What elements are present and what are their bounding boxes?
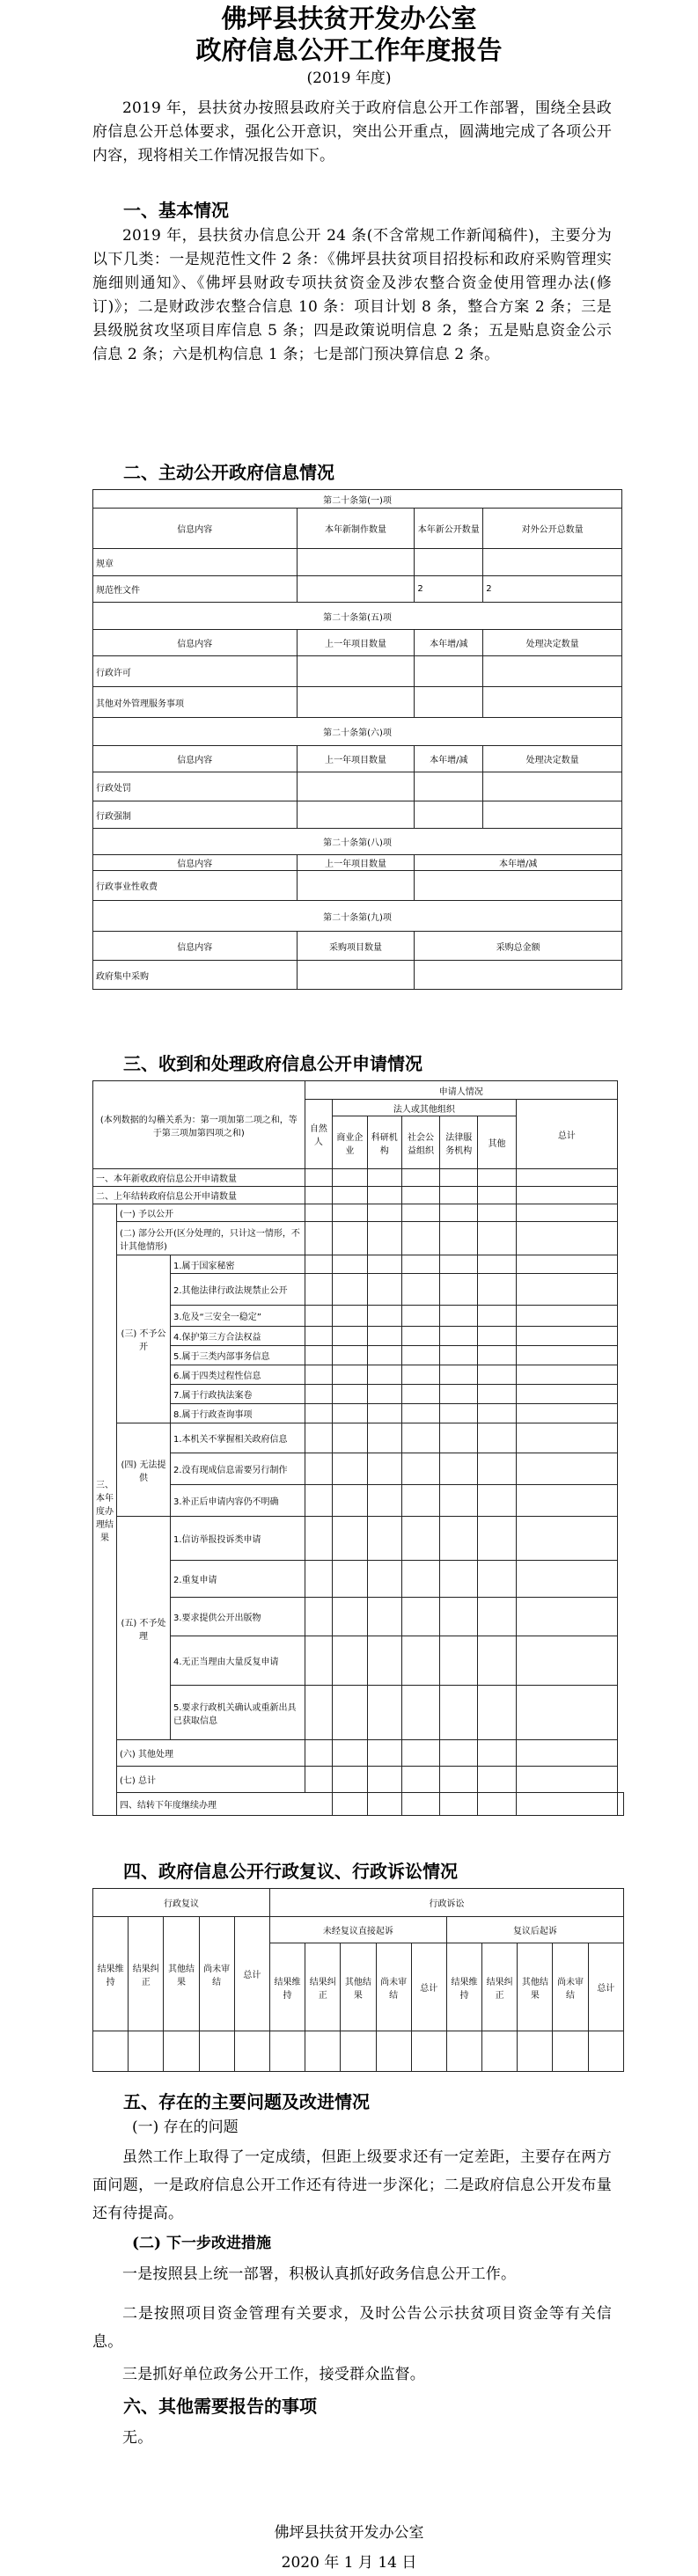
review-col: 其他结果 — [164, 1917, 199, 2031]
applicant-header: 申请人情况 — [305, 1081, 617, 1100]
col-prev: 上一年项目数量 — [297, 630, 415, 656]
direct-col: 其他结果 — [341, 1943, 376, 2031]
not-processed-item: 3.要求提供公开出版物 — [170, 1598, 305, 1636]
review-col: 总计 — [234, 1917, 269, 2031]
section5-item2: 二是按照项目资金管理有关要求，及时公告公示扶贫项目资金等有关信息。 — [92, 2305, 612, 2351]
col-change: 本年增/减 — [415, 855, 622, 871]
not-disclosed-item: 4.保护第三方合法权益 — [170, 1327, 305, 1346]
not-disclosed-item: 5.属于三类内部事务信息 — [170, 1346, 305, 1365]
not-disclosed-item: 8.属于行政查询事项 — [170, 1404, 305, 1423]
article-1-header: 第二十条第(一)项 — [93, 490, 622, 509]
not-disclosed-label: (三) 不予公开 — [117, 1255, 171, 1423]
col-other: 其他 — [478, 1116, 516, 1169]
row-new-applications: 一、本年新收政府信息公开申请数量 — [93, 1169, 305, 1187]
section5-item3: 三是抓好单位政务公开工作，接受群众监督。 — [122, 2366, 425, 2383]
not-disclosed-item: 2.其他法律行政法规禁止公开 — [170, 1274, 305, 1306]
col-purchase-count: 采购项目数量 — [297, 932, 415, 961]
row-disclosed: (一) 予以公开 — [117, 1204, 305, 1222]
article-9-header: 第二十条第(九)项 — [93, 901, 622, 932]
col-purchase-total: 采购总金额 — [415, 932, 622, 961]
unable-provide-item: 1.本机关不掌握相关政府信息 — [170, 1423, 305, 1453]
report-year: (2019 年度) — [306, 70, 392, 87]
after-col: 其他结果 — [518, 1943, 553, 2031]
sign-date: 2020 年 1 月 14 日 — [281, 2554, 417, 2572]
direct-col: 结果维持 — [269, 1943, 305, 2031]
direct-col: 总计 — [411, 1943, 446, 2031]
section5-text1: 虽然工作上取得了一定成绩，但距上级要求还有一定差距，主要存在两方面问题，一是政府信息公开工作还有待进一步深化；二是政府信息公开发布量还有待提高。 — [92, 2148, 612, 2222]
unable-provide-label: (四) 无法提供 — [117, 1423, 171, 1517]
col-new: 本年新制作数量 — [297, 509, 415, 549]
col-change: 本年增/减 — [415, 630, 483, 656]
col-research: 科研机构 — [367, 1116, 401, 1169]
section1-text: 2019 年，县扶贫办信息公开 24 条(不含常规工作新闻稿件)，主要分为以下几类：一是规范性文件 2 条：《佛坪县扶贫项目招投标和政府采购管理实施细则通知》、《佛坪县财政专项扶贫资金及涉农整合资金使用管理办法(修订)》；二是财政涉农整合信息 10 条：项目计划 8 条，整合方案 2 条；三是县级脱贫攻坚项目库信息 5 条；四是政策说明信息 2 条；五是贴息资金公示信息 2 条；六是机构信息 1 条；七是部门预决算信息 2 条。 — [92, 227, 612, 363]
section5-title: 五、存在的主要问题及改进情况 — [123, 2091, 370, 2112]
article-8-header: 第二十条第(八)项 — [93, 829, 622, 855]
col-content: 信息内容 — [93, 746, 298, 772]
row-results-total: (七) 总计 — [117, 1767, 305, 1793]
after-col: 尚未审结 — [553, 1943, 588, 2031]
lawsuit-header: 行政诉讼 — [269, 1889, 623, 1917]
direct-col: 结果纠正 — [305, 1943, 341, 2031]
row-fees: 行政事业性收费 — [93, 871, 298, 901]
row-carried-over: 二、上年结转政府信息公开申请数量 — [93, 1187, 305, 1204]
row-rules: 规章 — [93, 549, 298, 576]
col-total: 对外公开总数量 — [483, 509, 622, 549]
proactive-disclosure-table — [92, 489, 622, 990]
section5-sub1: (一) 存在的问题 — [132, 2119, 239, 2136]
article-5-header: 第二十条第(五)项 — [93, 603, 622, 630]
col-prev: 上一年项目数量 — [297, 746, 415, 772]
review-col: 尚未审结 — [199, 1917, 234, 2031]
row-carry-next-year: 四、结转下年度继续办理 — [117, 1793, 333, 1816]
normative-total: 2 — [483, 576, 622, 603]
row-normative: 规范性文件 — [93, 576, 298, 603]
not-processed-item: 4.无正当理由大量反复申请 — [170, 1636, 305, 1686]
normative-new-pub: 2 — [415, 576, 483, 603]
not-disclosed-item: 7.属于行政执法案卷 — [170, 1385, 305, 1404]
not-disclosed-item: 6.属于四类过程性信息 — [170, 1365, 305, 1385]
col-new-pub: 本年新公开数量 — [415, 509, 483, 549]
review-lawsuit-table — [92, 1888, 624, 2072]
report-title-line1: 佛坪县扶贫开发办公室 — [221, 4, 477, 33]
row-partial: (二) 部分公开(区分处理的，只计这一情形，不计其他情形) — [117, 1222, 305, 1255]
article-6-header: 第二十条第(六)项 — [93, 718, 622, 746]
section2-title: 二、主动公开政府信息情况 — [123, 462, 334, 483]
col-change: 本年增/减 — [415, 746, 483, 772]
after-review-header: 复议后起诉 — [446, 1917, 623, 1943]
section6-title: 六、其他需要报告的事项 — [123, 2396, 317, 2417]
row-permit: 行政许可 — [93, 656, 298, 687]
direct-col: 尚未审结 — [376, 1943, 411, 2031]
section4-title: 四、政府信息公开行政复议、行政诉讼情况 — [123, 1861, 458, 1882]
col-decision: 处理决定数量 — [483, 746, 622, 772]
section5-item1: 一是按照县上统一部署，积极认真抓好政务信息公开工作。 — [122, 2265, 517, 2283]
col-content: 信息内容 — [93, 932, 298, 961]
not-processed-item: 5.要求行政机关确认或重新出具已获取信息 — [170, 1686, 305, 1740]
review-col: 结果纠正 — [129, 1917, 164, 2031]
col-content: 信息内容 — [93, 509, 298, 549]
unable-provide-item: 2.没有现成信息需要另行制作 — [170, 1453, 305, 1485]
legal-orgs: 法人或其他组织 — [333, 1100, 516, 1116]
col-legal-service: 法律服务机构 — [440, 1116, 478, 1169]
not-processed-label: (五) 不予处理 — [117, 1517, 171, 1740]
intro-paragraph: 2019 年，县扶贫办按照县政府关于政府信息公开工作部署，围绕全县政府信息公开总体要求，强化公开意识，突出公开重点，圆满地完成了各项公开内容，现将相关工作情况报告如下。 — [92, 99, 612, 165]
natural-person: 自然人 — [305, 1100, 333, 1169]
col-content: 信息内容 — [93, 855, 298, 871]
col-prev: 上一年项目数量 — [297, 855, 415, 871]
total-header: 总计 — [516, 1100, 617, 1169]
review-col: 结果维持 — [93, 1917, 129, 2031]
row-other-services: 其他对外管理服务事项 — [93, 687, 298, 718]
section6-text: 无。 — [122, 2429, 153, 2447]
after-col: 结果纠正 — [482, 1943, 518, 2031]
row-purchase: 政府集中采购 — [93, 961, 298, 990]
section5-sub2: (二) 下一步改进措施 — [132, 2235, 272, 2252]
row-other-handling: (六) 其他处理 — [117, 1740, 305, 1767]
not-disclosed-item: 3.危及“三安全一稳定” — [170, 1306, 305, 1327]
section3-title: 三、收到和处理政府信息公开申请情况 — [123, 1053, 422, 1074]
unable-provide-item: 3.补正后申请内容仍不明确 — [170, 1485, 305, 1517]
col-welfare: 社会公益组织 — [401, 1116, 439, 1169]
not-processed-item: 2.重复申请 — [170, 1561, 305, 1598]
col-decision: 处理决定数量 — [483, 630, 622, 656]
application-table — [92, 1080, 624, 1816]
results-label: 三、本年度办理结果 — [93, 1204, 117, 1816]
table-note: (本列数据的勾稽关系为：第一项加第二项之和，等于第三项加第四项之和) — [93, 1081, 305, 1169]
col-business: 商业企业 — [333, 1116, 367, 1169]
sign-org: 佛坪县扶贫开发办公室 — [274, 2524, 424, 2542]
row-punishment: 行政处罚 — [93, 772, 298, 801]
row-enforcement: 行政强制 — [93, 801, 298, 829]
review-header: 行政复议 — [93, 1889, 270, 1917]
after-col: 结果维持 — [446, 1943, 481, 2031]
section1-title: 一、基本情况 — [123, 200, 229, 221]
not-disclosed-item: 1.属于国家秘密 — [170, 1255, 305, 1274]
direct-suit-header: 未经复议直接起诉 — [269, 1917, 446, 1943]
report-title-line2: 政府信息公开工作年度报告 — [195, 35, 503, 65]
col-content: 信息内容 — [93, 630, 298, 656]
not-processed-item: 1.信访举报投诉类申请 — [170, 1517, 305, 1561]
after-col: 总计 — [588, 1943, 623, 2031]
